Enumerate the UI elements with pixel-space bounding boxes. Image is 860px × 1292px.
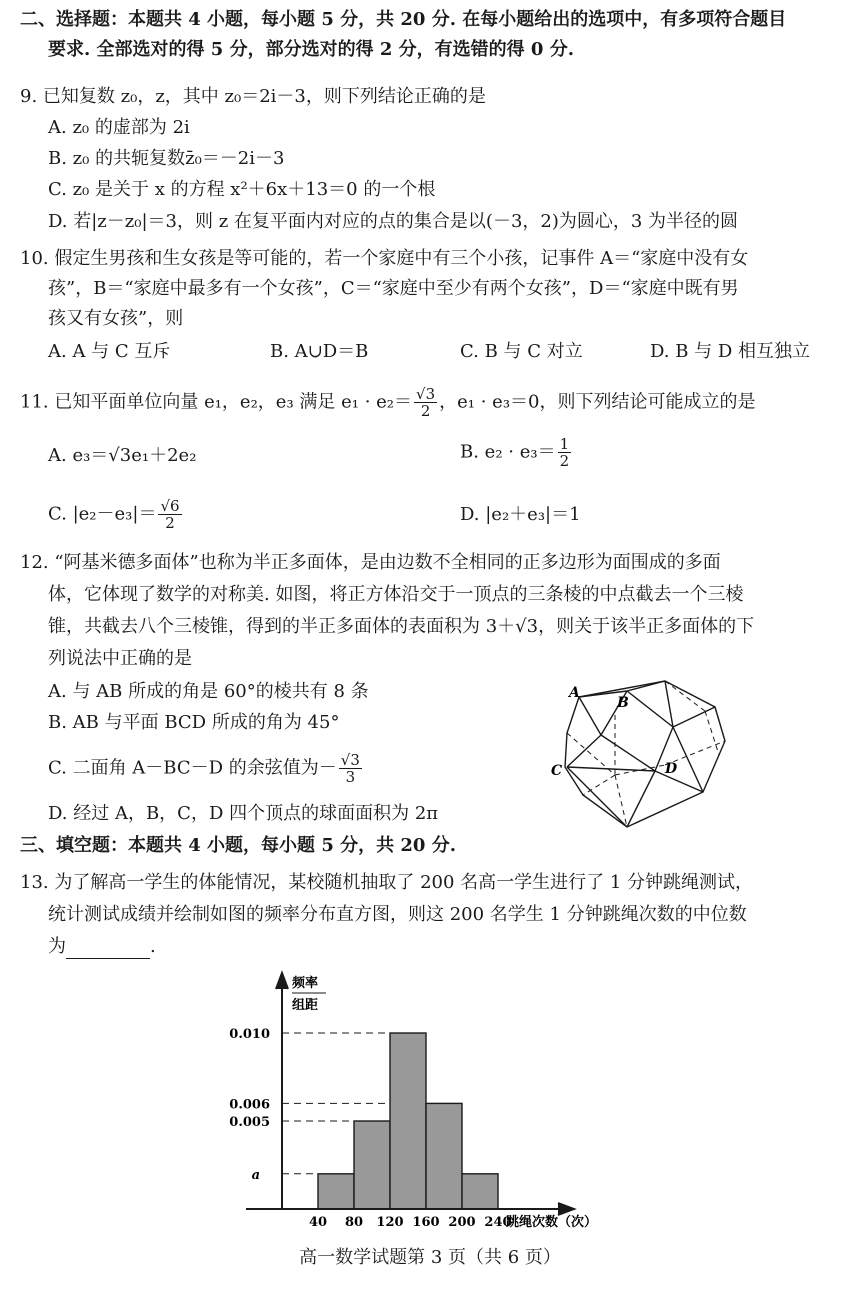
page-footer: 高一数学试题第 3 页（共 6 页） — [299, 1247, 561, 1268]
q12-line2: 体，它体现了数学的对称美. 如图，将正方体沿交于一顶点的三条棱的中点截去一个三棱 — [48, 584, 744, 605]
q12-line3: 锥，共截去八个三棱锥，得到的半正多面体的表面积为 3＋√3，则关于该半正多面体的下 — [48, 616, 755, 637]
q11-stem-fraction — [414, 386, 437, 419]
q11-option-c-num: √6 — [160, 497, 180, 515]
q13-line1: 13. 为了解高一学生的体能情况，某校随机抽取了 200 名高一学生进行了 1 分钟跳绳测试， — [20, 872, 754, 893]
q11-option-c-a: C. |e₂－e₃|＝ — [48, 503, 157, 525]
histogram-bar-40-80 — [318, 1174, 354, 1209]
x-tick-label-240: 240 — [484, 1215, 512, 1230]
q10-line2: 孩”，B＝“家庭中最多有一个女孩”，C＝“家庭中至少有两个女孩”，D＝“家庭中既有男 — [48, 278, 739, 299]
section-2-heading-line1: 二、选择题：本题共 4 小题，每小题 5 分，共 20 分. 在每小题给出的选项中，有多项符合题目 — [20, 9, 787, 30]
q13-line3 — [48, 935, 156, 959]
q9-option-b: B. z₀ 的共轭复数z̄₀＝－2i－3 — [48, 148, 285, 169]
histogram-bar-80-120 — [354, 1121, 390, 1209]
q13-line3-b: . — [150, 936, 156, 957]
x-tick-label-200: 200 — [448, 1215, 476, 1230]
x-axis-label: 跳绳次数（次） — [506, 1215, 598, 1230]
x-tick-label-80: 80 — [344, 1215, 364, 1230]
q11-option-d: D. |e₂＋e₃|＝1 — [460, 504, 581, 525]
q12-option-d: D. 经过 A，B，C，D 四个顶点的球面面积为 2π — [48, 803, 439, 824]
q12-option-c-den: 3 — [345, 768, 356, 786]
q11-option-b-num: 1 — [559, 435, 570, 453]
q12-option-a: A. 与 AB 所成的角是 60°的棱共有 8 条 — [48, 681, 369, 702]
q12-option-c-num: √3 — [340, 751, 360, 769]
polyhedron-figure — [551, 675, 730, 830]
q11-option-b-a: B. e₂ · e₃＝ — [460, 441, 556, 463]
x-tick-label-120: 120 — [376, 1215, 404, 1230]
x-axis-arrow — [558, 1203, 574, 1215]
histogram-bar-160-200 — [426, 1103, 462, 1209]
q13-line3-a: 为 — [48, 936, 66, 957]
q9-option-a: A. z₀ 的虚部为 2i — [48, 117, 190, 138]
q11-option-b — [460, 436, 573, 469]
section-2-heading-line2: 要求. 全部选对的得 5 分，部分选对的得 2 分，有选错的得 0 分. — [48, 39, 574, 60]
q12-option-c-a: C. 二面角 A－BC－D 的余弦值为－ — [48, 757, 337, 779]
q11-option-c-den: 2 — [165, 514, 175, 532]
fig-label-b: B — [617, 695, 629, 711]
q12-option-b: B. AB 与平面 BCD 所成的角为 45° — [48, 712, 340, 733]
q11-stem-fraction-den: 2 — [420, 402, 431, 420]
frequency-histogram — [230, 965, 650, 1235]
q11-option-a: A. e₃＝√3e₁＋2e₂ — [48, 445, 197, 466]
fig-label-c: C — [551, 763, 563, 779]
histogram-bar-200-240 — [462, 1174, 498, 1209]
q10-option-c: C. B 与 C 对立 — [460, 341, 583, 362]
y-axis-label-top: 频率 — [292, 976, 319, 991]
q10-line1: 10. 假定生男孩和生女孩是等可能的，若一个家庭中有三个小孩，记事件 A＝“家庭中没有女 — [20, 248, 749, 269]
q10-option-a: A. A 与 C 互斥 — [48, 341, 171, 362]
y-axis-label-bottom: 组距 — [292, 998, 319, 1013]
q11-option-c-fraction — [158, 498, 181, 531]
q13-line2: 统计测试成绩并绘制如图的频率分布直方图，则这 200 名学生 1 分钟跳绳次数的中位数 — [48, 904, 747, 925]
y-tick-label-0.005: 0.005 — [229, 1115, 270, 1130]
q11-option-b-den: 2 — [559, 452, 570, 470]
x-tick-label-160: 160 — [412, 1215, 440, 1230]
y-tick-label-0.010: 0.010 — [229, 1027, 270, 1042]
q9-option-d: D. 若|z－z₀|＝3，则 z 在复平面内对应的点的集合是以(－3，2)为圆心，3 为半径的圆 — [48, 211, 739, 232]
q12-line4: 列说法中正确的是 — [48, 648, 192, 669]
y-tick-label-a: a — [251, 1167, 260, 1183]
q13-answer-blank — [66, 940, 150, 959]
q11-stem-fraction-num: √3 — [416, 385, 436, 403]
q10-option-b: B. A∪D＝B — [270, 341, 369, 362]
q12-line1: 12. “阿基米德多面体”也称为半正多面体，是由边数不全相同的正多边形为面围成的多面 — [20, 552, 721, 573]
polyhedron-outline — [565, 681, 725, 827]
y-axis-arrow — [276, 973, 288, 989]
q11-stem — [20, 386, 756, 419]
q11-option-c — [48, 498, 184, 531]
q12-option-c-fraction — [339, 752, 362, 785]
q11-stem-b: ，e₁ · e₃＝0，则下列结论可能成立的是 — [439, 391, 756, 413]
fig-label-d: D — [665, 761, 678, 777]
q10-option-d: D. B 与 D 相互独立 — [650, 341, 811, 362]
y-tick-label-0.006: 0.006 — [229, 1097, 270, 1113]
q11-stem-a: 11. 已知平面单位向量 e₁，e₂，e₃ 满足 e₁ · e₂＝ — [20, 391, 413, 413]
q9-option-c: C. z₀ 是关于 x 的方程 x²＋6x＋13＝0 的一个根 — [48, 179, 436, 200]
fig-label-a: A — [569, 685, 580, 701]
q11-option-b-fraction — [558, 436, 572, 469]
q12-option-c — [48, 752, 364, 785]
histogram-bar-120-160 — [390, 1033, 426, 1209]
q9-stem: 9. 已知复数 z₀，z，其中 z₀＝2i－3，则下列结论正确的是 — [20, 86, 486, 107]
q10-line3: 孩又有女孩”，则 — [48, 308, 184, 329]
x-tick-label-40: 40 — [308, 1215, 328, 1230]
section-3-heading: 三、填空题：本题共 4 小题，每小题 5 分，共 20 分. — [20, 835, 456, 856]
